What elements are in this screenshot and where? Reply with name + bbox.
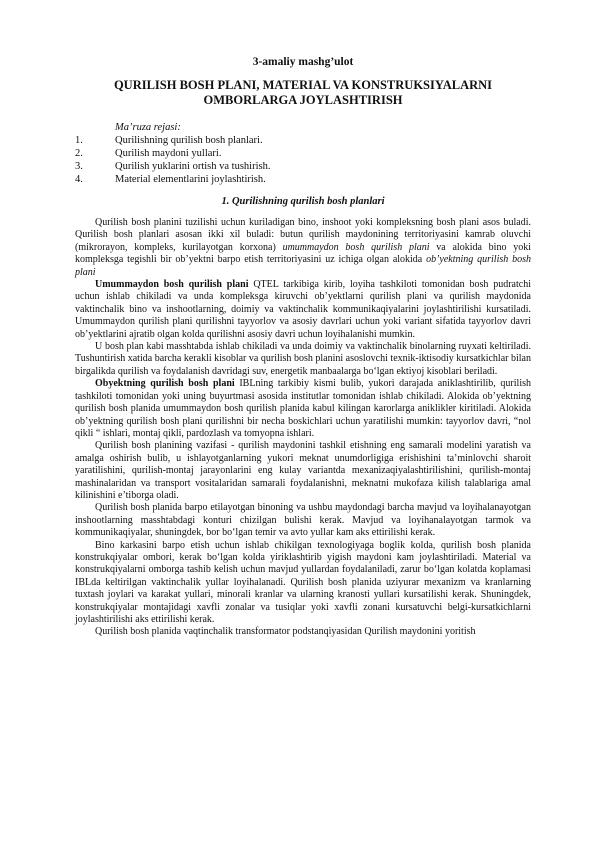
main-heading: QURILISH BOSH PLANI, MATERIAL VA KONSTRUKSIYALARNI OMBORLARGA JOYLASHTIRISH <box>113 78 493 107</box>
paragraph-text: IBLning tarkibiy kismi bulib, yukori darajada aniklashtirilib, qurilish tashkiloti tomonidan yoki uning buyurtmasi asosida institutlar tomonidan ishlab chikiladi. Alokida ob’yektning qurilish bosh planida umummaydon bosh qurilish planida kabul kilingan karorlarga aniklikler kiritiladi. Alokida ob’yektning qurilish bosh plani qurilishni bir necha boskichlari uchun yaratilishi mumkin: tayyorlov davri, “nol qikli “ ishlari, montaj qikli, pardozlash va tomyopna ishlari. <box>75 378 531 439</box>
plan-item-number: 2. <box>75 148 83 159</box>
plan-item-number: 1. <box>75 135 83 146</box>
bold-lead-text: Umummaydon bosh qurilish plani <box>95 279 249 291</box>
paragraph <box>75 279 531 341</box>
plan-item-text: Qurilish maydoni yullari. <box>115 148 222 159</box>
plan-item-number: 4. <box>75 174 83 185</box>
plan-item-text: Material elementlarini joylashtirish. <box>115 174 266 185</box>
paragraph: Qurilish bosh planining vazifasi - qurilish maydonini tashkil etishning eng samarali modelini yaratish va amalga oshirish bulib, u ishlayotganlarning yukori meknat unumdorligiga erishishini ta’minlovchi sharoit yaratilishini, qurilish-montaj jarayonlarini eng kulay variantda mexanizaqiyalashtirilishini, qurilish-montaj mashinalaridan va transport vositalaridan samarali foydalanishni, meknatni mukofaza kilish talablariga amal kilinishini e’tiborga oladi. <box>75 440 531 501</box>
plan-item <box>75 134 531 147</box>
plan-item-text: Qurilish yuklarini ortish va tushirish. <box>115 161 271 172</box>
paragraph-text: va alokida bino yoki kompleksga tegishli bir ob’yektni barpo etish territoriyasini uz ichiga olgan alokida <box>75 241 532 266</box>
paragraph: U bosh plan kabi masshtabda ishlab chikiladi va unda doimiy va vaktinchalik binolarning ruyxati keltiriladi. Tushuntirish xatida barcha kerakli kisoblar va qurilish bosh planini asoslovchi texnik-iktisodiy kursatkichlar bilan birgalikda qurilish va foydalanish davridagi suv, energetik manbaalarga bo‘lgan ektiyoj kisoblari beriladi. <box>75 341 531 377</box>
bold-lead-text: Obyektning qurilish bosh plani <box>95 378 235 390</box>
plan-item <box>75 160 531 173</box>
paragraph <box>75 217 531 279</box>
paragraph: Qurilish bosh planida barpo etilayotgan binoning va ushbu maydondagi barcha mavjud va loyihalanayotgan inshootlarning masshtabdagi konturi chizilgan bulishi kerak. Mavjud va loyihanalayotgan tarmok va kommunikaqiyalar, shuningdek, bor bo‘lgan temir va avto yullar kam aks ettirilishi kerak. <box>75 502 531 539</box>
paragraph-text: Qurilish bosh planini tuzilishi uchun kuriladigan bino, inshoot yoki kompleksning bosh plani asos buladi. Qurilish bosh planlari asosan ikki xil buladi: butun qurilish maydonining territoriyasini kamrab oluvchi (mikrorayon, kompleks, kurilayotgan korxona) <box>75 217 531 253</box>
emphasis-text: umummaydon bosh qurilish plani <box>282 241 430 253</box>
plan-item <box>75 147 531 160</box>
document-title: 3-amaliy mashg’ulot <box>252 56 354 68</box>
emphasis-text: ob’yektning qurilish bosh plani <box>75 254 531 278</box>
document-body <box>75 217 531 639</box>
plan-item-text: Qurilishning qurilish bosh planlari. <box>115 135 263 146</box>
plan-item-number: 3. <box>75 161 83 172</box>
paragraph: Qurilish bosh planida vaqtinchalik transformator podstanqiyasidan Qurilish maydonini yoritish <box>95 626 476 638</box>
paragraph <box>75 378 531 440</box>
paragraph: Bino karkasini barpo etish uchun ishlab chikilgan texnologiyaga boglik kolda, qurilish bosh planida konstrukqiyalar ombori, kerak bo‘lgan kolda yiriklashtirib yigish maydoni kam joylashtiriladi. Material va konstrukqiyalarni omborga tashib kelish uchun mavjud yullardan foydalaniladi, zarur bo‘lgan kolatda koplamasi IBLda keltirilgan vaktinchalik yullar loyihalanadi. Qurilish bosh planida uziyurar mexanizm va kranlarning tuxtash joylari va karakat yullari, minorali kranlar va ularning kranosti yullari kursatilishi kerak. Shuningdek, konstrukqiyalar montajidagi xavfli zonalar va tusiqlar yoki xavfli zonani kursatuvchi belgi-kursatkichlarni joylashtirilishi aks ettirilishi kerak. <box>75 539 531 625</box>
document-page <box>75 56 531 639</box>
plan-item <box>75 173 531 186</box>
section-title: 1. Qurilishning qurilish bosh planlari <box>221 196 385 207</box>
lecture-plan-list <box>75 134 531 186</box>
lecture-plan-label: Ma’ruza rejasi: <box>115 122 181 133</box>
paragraph-text: QTEL tarkibiga kirib, loyiha tashkiloti tomonidan bosh pudratchi uchun ishlab chikiladi va unda kompleksga kiruvchi ob’yektlarni qurilish plani va qurilish maydonida vaktinchalik bino va inshootlarning, doimiy va vaktinchalik kommunikaqiyalarini joylashtirilishi kursatiladi. Umummaydon qurilish plani qurilishni tayyorlov va asosiy davrlari uchun yoki variant sifatida tayyorlov davri ob’yektlarini ajratib olgan kolda qurilishni asosiy davri uchun loyihalanishi mumkin. <box>75 279 531 340</box>
